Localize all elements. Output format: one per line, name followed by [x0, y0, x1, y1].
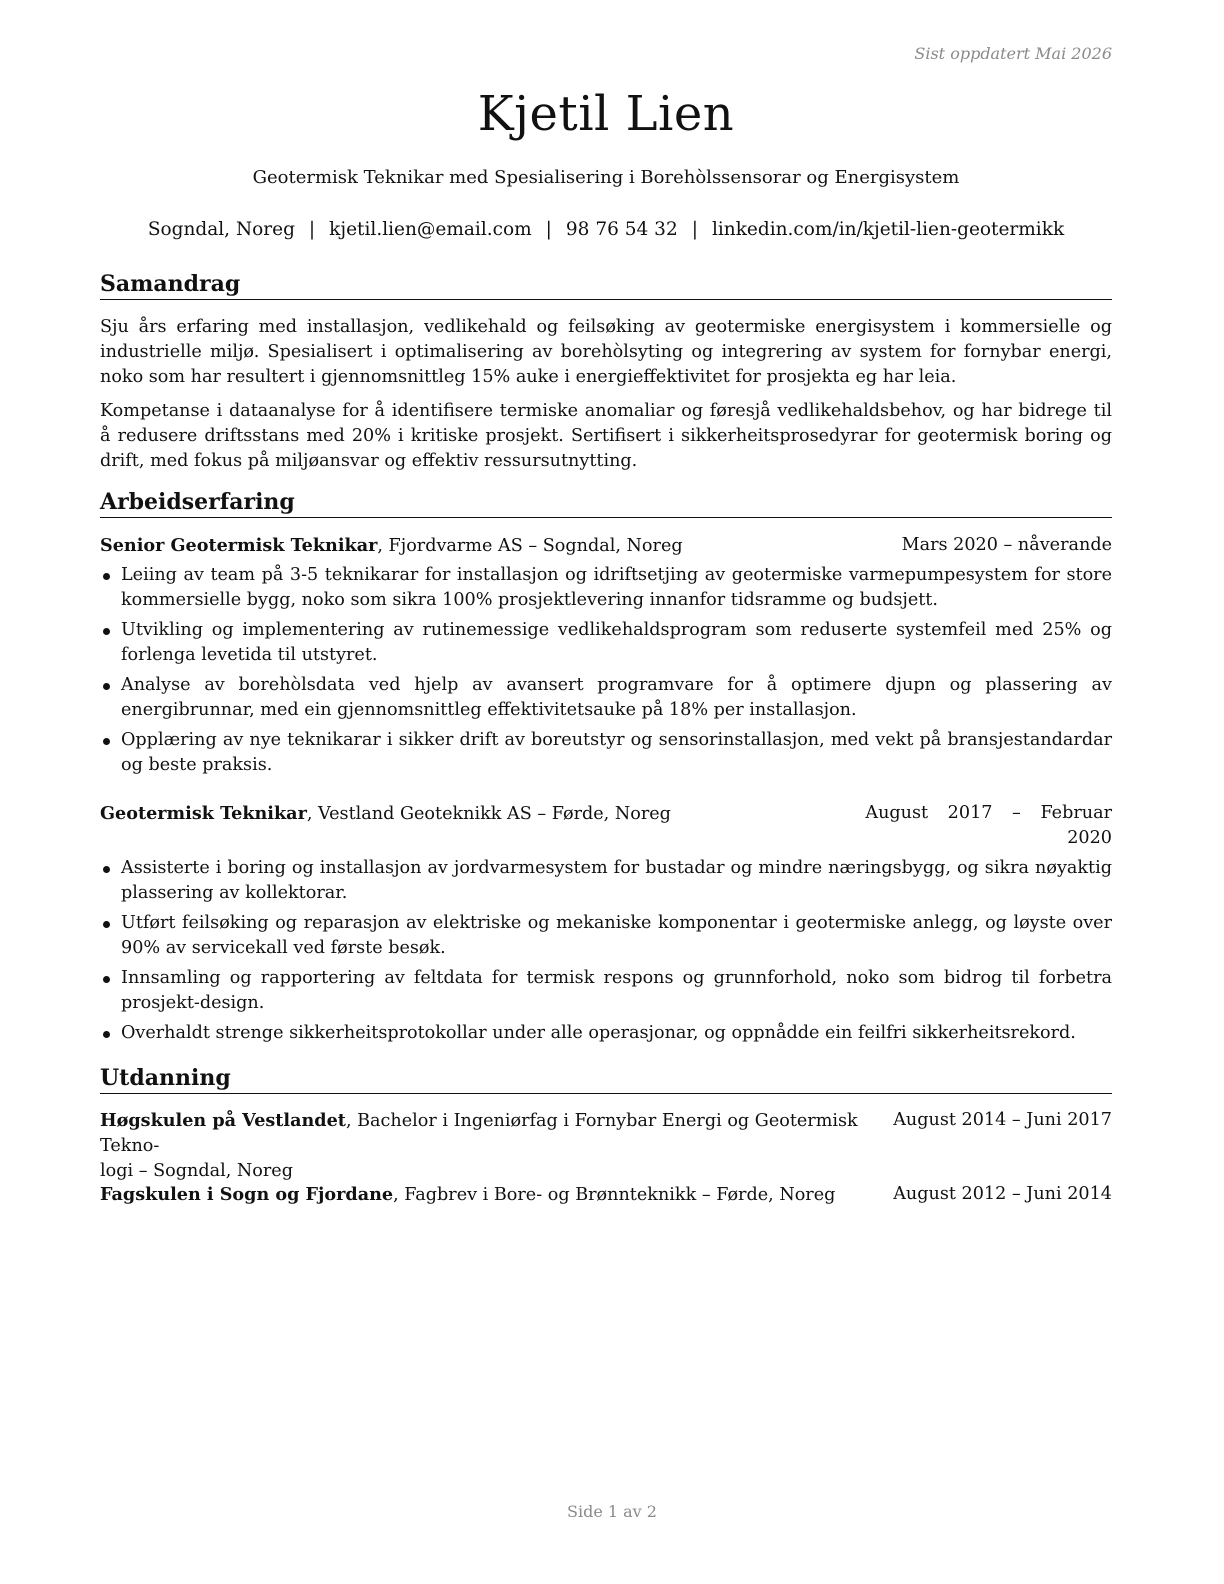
bullet-text: Utført feilsøking og reparasjon av elektriske og mekaniske komponentar i geotermiske anlegg, og løyste over 90% av servicekall ved første besøk. [121, 913, 1112, 958]
list-item [100, 856, 1112, 906]
list-item [100, 618, 1112, 668]
degree-details: , Fagbrev i Bore- og Brønnteknikk – Førde, Noreg [393, 1185, 836, 1205]
school-name: Fagskulen i Sogn og Fjordane [100, 1184, 394, 1205]
bullet-icon [103, 866, 110, 873]
section-title-experience: Arbeidserfaring [100, 489, 1112, 518]
job-dates [865, 801, 1112, 851]
education-dates: August 2012 – Juni 2014 [893, 1184, 1112, 1204]
job-bullets [100, 856, 1112, 1051]
job-subtitle: Geotermisk Teknikar med Spesialisering i Borehòlssensorar og Energisystem [252, 167, 960, 188]
education-title-line [100, 1108, 890, 1184]
bullet-icon [103, 738, 110, 745]
bullet-text: Overhaldt strenge sikkerheitsprotokollar under alle operasjonar, og oppnådde ein feilfri sikkerheitsrekord. [121, 1023, 1076, 1043]
bullet-icon [103, 1031, 110, 1038]
degree-details: , Bachelor i Ingeniørfag i Fornybar Energi og Geotermisk Tekno- [100, 1111, 858, 1156]
bullet-icon [103, 921, 110, 928]
job-dates-line: August 2017 – Februar [865, 803, 1112, 823]
bullet-text: Utvikling og implementering av rutinemessige vedlikehaldsprogram som reduserte systemfeil med 25% og forlenga levetida til utstyret. [121, 620, 1112, 665]
contact-phone: 98 76 54 32 [565, 219, 678, 240]
list-item [100, 911, 1112, 961]
job-title-line [100, 533, 683, 559]
section-title-education: Utdanning [100, 1065, 1112, 1094]
job-dates: Mars 2020 – nåverande [901, 535, 1112, 555]
job-dates-line: 2020 [1067, 828, 1112, 848]
summary-paragraph: Kompetanse i dataanalyse for å identifisere termiske anomaliar og føresjå vedlikehaldsbehov, og har bidrege til å redusere driftsstans med 20% i kritiske prosjekt. Sertifisert i sikkerheitsprosedyrar for geotermisk boring og drift, med fokus på miljøansvar og effektiv ressursutnytting. [100, 401, 1112, 471]
education-entry [100, 1182, 1112, 1208]
contact-line [100, 219, 1112, 240]
job-employer: , Fjordvarme AS – Sogndal, Noreg [377, 536, 683, 556]
bullet-text: Assisterte i boring og installasjon av jordvarmesystem for bustadar og mindre næringsbygg, og sikra nøyaktig plassering av kollektorar. [121, 858, 1112, 903]
job-bullets [100, 563, 1112, 783]
bullet-text: Leiing av team på 3-5 teknikarar for installasjon og idriftsetjing av geotermiske varmepumpesystem for store kommersielle bygg, noko som sikra 100% prosjektlevering innanfor tidsramme og budsjett. [121, 565, 1112, 610]
list-item [100, 563, 1112, 613]
bullet-text: Innsamling og rapportering av feltdata for termisk respons og grunnforhold, noko som bidrog til forbetra prosjekt-design. [121, 968, 1112, 1013]
list-item [100, 1021, 1112, 1046]
list-item [100, 728, 1112, 778]
section-title-summary: Samandrag [100, 271, 1112, 300]
last-updated: Sist oppdatert Mai 2026 [914, 44, 1112, 63]
contact-separator: | [308, 219, 316, 240]
contact-location: Sogndal, Noreg [147, 219, 295, 240]
degree-details: logi – Sogndal, Noreg [100, 1161, 293, 1181]
bullet-icon [103, 683, 110, 690]
job-role: Geotermisk Teknikar [100, 803, 307, 824]
page-title: Kjetil Lien [477, 86, 735, 142]
education-entry [100, 1108, 1112, 1184]
contact-separator: | [691, 219, 698, 240]
job-title-line [100, 801, 671, 827]
bullet-icon [103, 573, 110, 580]
contact-separator: | [545, 219, 552, 240]
contact-email[interactable]: kjetil.lien@email.com [329, 219, 532, 240]
bullet-icon [103, 976, 110, 983]
page-number: Side 1 av 2 [567, 1502, 657, 1521]
job-employer: , Vestland Geoteknikk AS – Førde, Noreg [306, 804, 671, 824]
job-role: Senior Geotermisk Teknikar [100, 535, 378, 556]
contact-linkedin[interactable]: linkedin.com/in/kjetil-lien-geotermikk [711, 219, 1065, 240]
bullet-icon [103, 628, 110, 635]
education-title-line [100, 1182, 835, 1208]
school-name: Høgskulen på Vestlandet [100, 1110, 346, 1131]
list-item [100, 966, 1112, 1016]
summary-paragraph: Sju års erfaring med installasjon, vedlikehald og feilsøking av geotermiske energisystem i kommersielle og industrielle miljø. Spesialisert i optimalisering av borehòlsyting og integrering av system for fornybar energi, noko som har resultert i gjennomsnittleg 15% auke i energieffektivitet for prosjekta eg har leia. [100, 317, 1112, 387]
bullet-text: Analyse av borehòlsdata ved hjelp av avansert programvare for å optimere djupn og plassering av energibrunnar, med ein gjennomsnittleg effektivitetsauke på 18% per installasjon. [121, 675, 1112, 720]
job-header [100, 533, 1112, 559]
bullet-text: Opplæring av nye teknikarar i sikker drift av boreutstyr og sensorinstallasjon, med vekt på bransjestandardar og beste praksis. [121, 730, 1112, 775]
education-dates: August 2014 – Juni 2017 [893, 1110, 1112, 1130]
list-item [100, 673, 1112, 723]
job-header [100, 801, 1112, 851]
